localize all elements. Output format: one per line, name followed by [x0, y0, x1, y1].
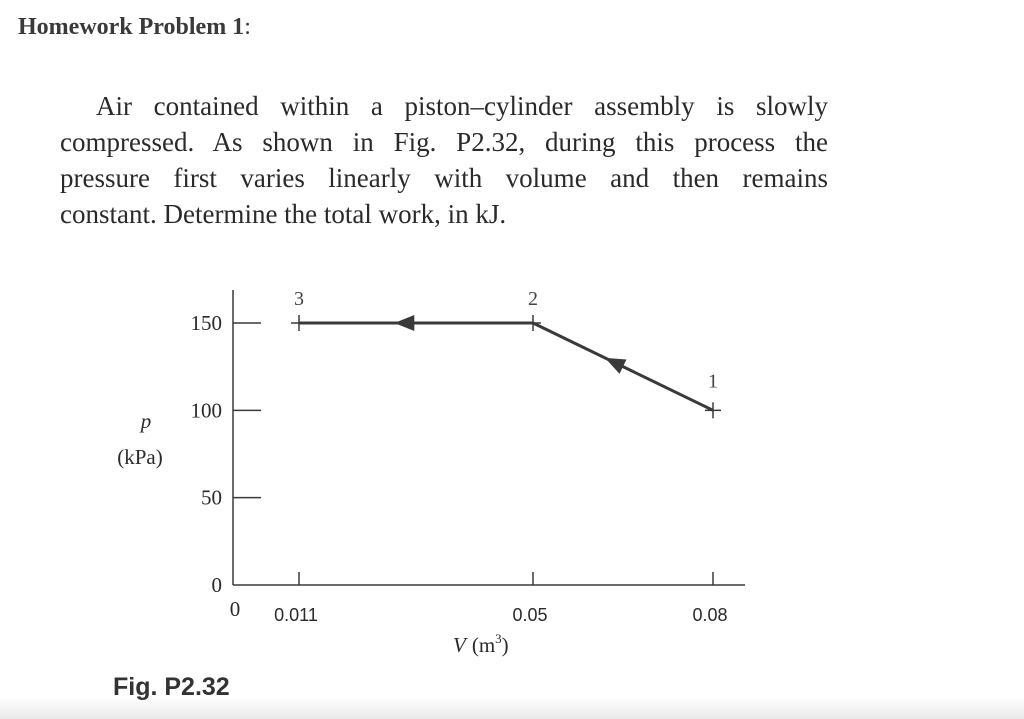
direction-arrow — [605, 358, 626, 374]
x-axis-title — [453, 631, 509, 657]
problem-line: compressed. As shown in Fig. P2.32, during this process the — [60, 127, 828, 157]
x-tick-label: 0.05 — [512, 605, 548, 625]
state-markers — [291, 288, 721, 418]
heading-colon: : — [244, 14, 251, 40]
state-label-3: 3 — [294, 288, 304, 310]
x-origin-label: 0 — [229, 597, 241, 621]
y-tick-label: 150 — [190, 311, 222, 335]
y-tick-label: 0 — [211, 573, 222, 597]
y-tick-label: 100 — [190, 398, 222, 423]
x-axis-symbol: V — [453, 633, 466, 657]
x-axis-unit-close: ) — [501, 633, 509, 657]
y-ticks — [191, 311, 262, 597]
heading-text: Homework Problem 1 — [18, 14, 245, 40]
x-axis-unit: (m — [471, 633, 496, 657]
y-axis-symbol: p — [140, 409, 152, 433]
direction-arrow — [394, 315, 414, 331]
problem-line: Air contained within a piston–cylinder assembly is slowly — [96, 91, 828, 121]
state-label-2: 2 — [528, 288, 538, 310]
process-segment — [533, 323, 713, 410]
y-axis-unit: (kPa) — [117, 445, 163, 469]
state-label-1: 1 — [708, 370, 718, 393]
x-ticks — [274, 572, 727, 625]
chart-axes — [233, 290, 745, 585]
problem-line: constant. Determine the total work, in kJ. — [60, 199, 507, 229]
y-tick-label: 50 — [201, 485, 222, 510]
process-path — [299, 315, 713, 410]
x-tick-label: 0.08 — [692, 605, 728, 625]
x-axis-unit-exponent: 3 — [495, 631, 502, 646]
x-tick-label: 0.011 — [274, 605, 318, 625]
figure-caption: Fig. P2.32 — [113, 673, 230, 701]
problem-line: pressure first varies linearly with volume and then remains — [60, 163, 828, 193]
